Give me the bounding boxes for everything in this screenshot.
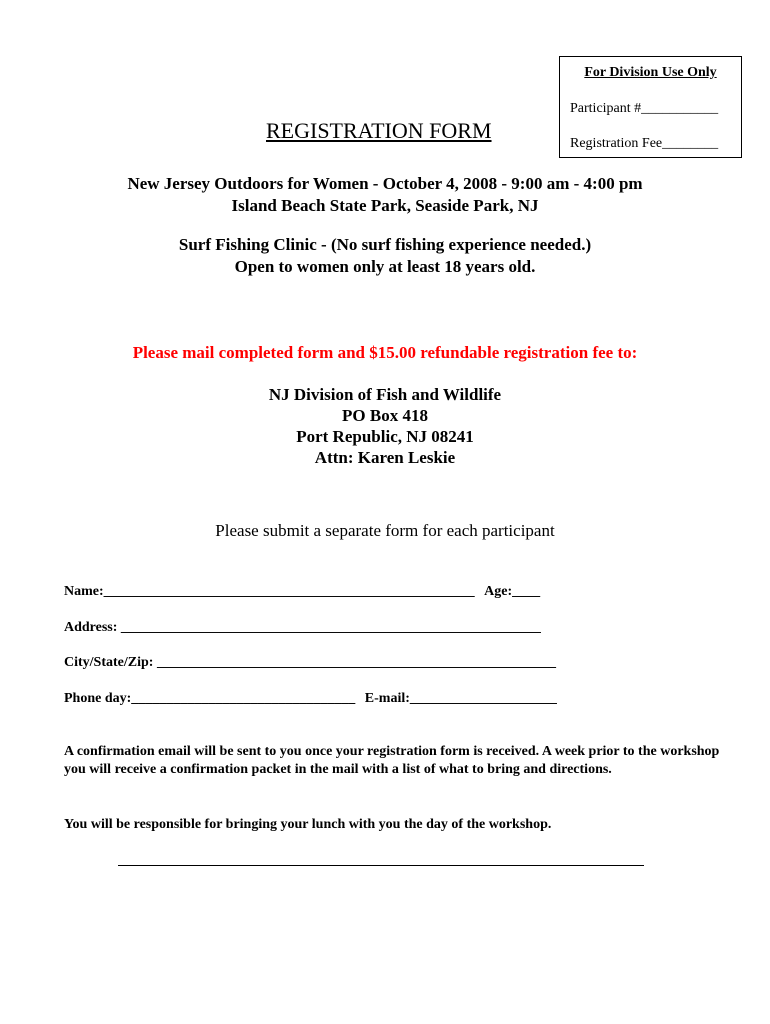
phone-label: Phone day: <box>64 691 132 706</box>
eligibility-line: Open to women only at least 18 years old. <box>234 257 536 276</box>
phone-email-row <box>64 691 557 707</box>
email-label: E-mail: <box>364 691 410 706</box>
mail-instruction: Please mail completed form and $15.00 refundable registration fee to: <box>132 343 638 362</box>
event-location-line: Island Beach State Park, Seaside Park, NJ <box>231 196 539 215</box>
name-field[interactable]: _____________________________________________________ <box>103 584 475 599</box>
age-label: Age: <box>484 584 513 599</box>
name-label: Name: <box>64 584 104 599</box>
address-field[interactable]: ____________________________________________________________ <box>120 620 541 635</box>
clinic-line: Surf Fishing Clinic - (No surf fishing experience needed.) <box>178 235 592 254</box>
submit-note: Please submit a separate form for each participant <box>215 521 555 540</box>
registration-fee-field: Registration Fee________ <box>570 136 719 151</box>
event-date-line: New Jersey Outdoors for Women - October 4, 2008 - 9:00 am - 4:00 pm <box>127 174 643 193</box>
confirmation-paragraph: A confirmation email will be sent to you once your registration form is received. A week prior to the workshop you will receive a confirmation packet in the mail with a list of what to bring and directions. <box>64 744 720 777</box>
bottom-divider <box>118 865 644 866</box>
address-label: Address: <box>64 620 118 635</box>
address-line-4: Attn: Karen Leskie <box>314 448 456 467</box>
email-field[interactable]: _____________________ <box>409 691 557 706</box>
city-row <box>64 655 556 671</box>
address-row <box>64 620 541 636</box>
address-line-1: NJ Division of Fish and Wildlife <box>268 385 502 404</box>
age-field[interactable]: ____ <box>512 584 541 599</box>
division-use-box <box>559 56 742 158</box>
participant-number-field: Participant #___________ <box>570 101 719 116</box>
city-state-zip-field[interactable]: _________________________________________________________ <box>156 655 556 670</box>
city-state-zip-label: City/State/Zip: <box>64 655 154 670</box>
lunch-paragraph: You will be responsible for bringing your lunch with you the day of the workshop. <box>64 817 552 832</box>
name-row <box>64 584 540 600</box>
address-line-2: PO Box 418 <box>342 406 428 425</box>
address-line-3: Port Republic, NJ 08241 <box>296 427 474 446</box>
division-use-title: For Division Use Only <box>584 65 717 80</box>
phone-field[interactable]: ________________________________ <box>131 691 356 706</box>
page-title: REGISTRATION FORM <box>266 118 492 143</box>
